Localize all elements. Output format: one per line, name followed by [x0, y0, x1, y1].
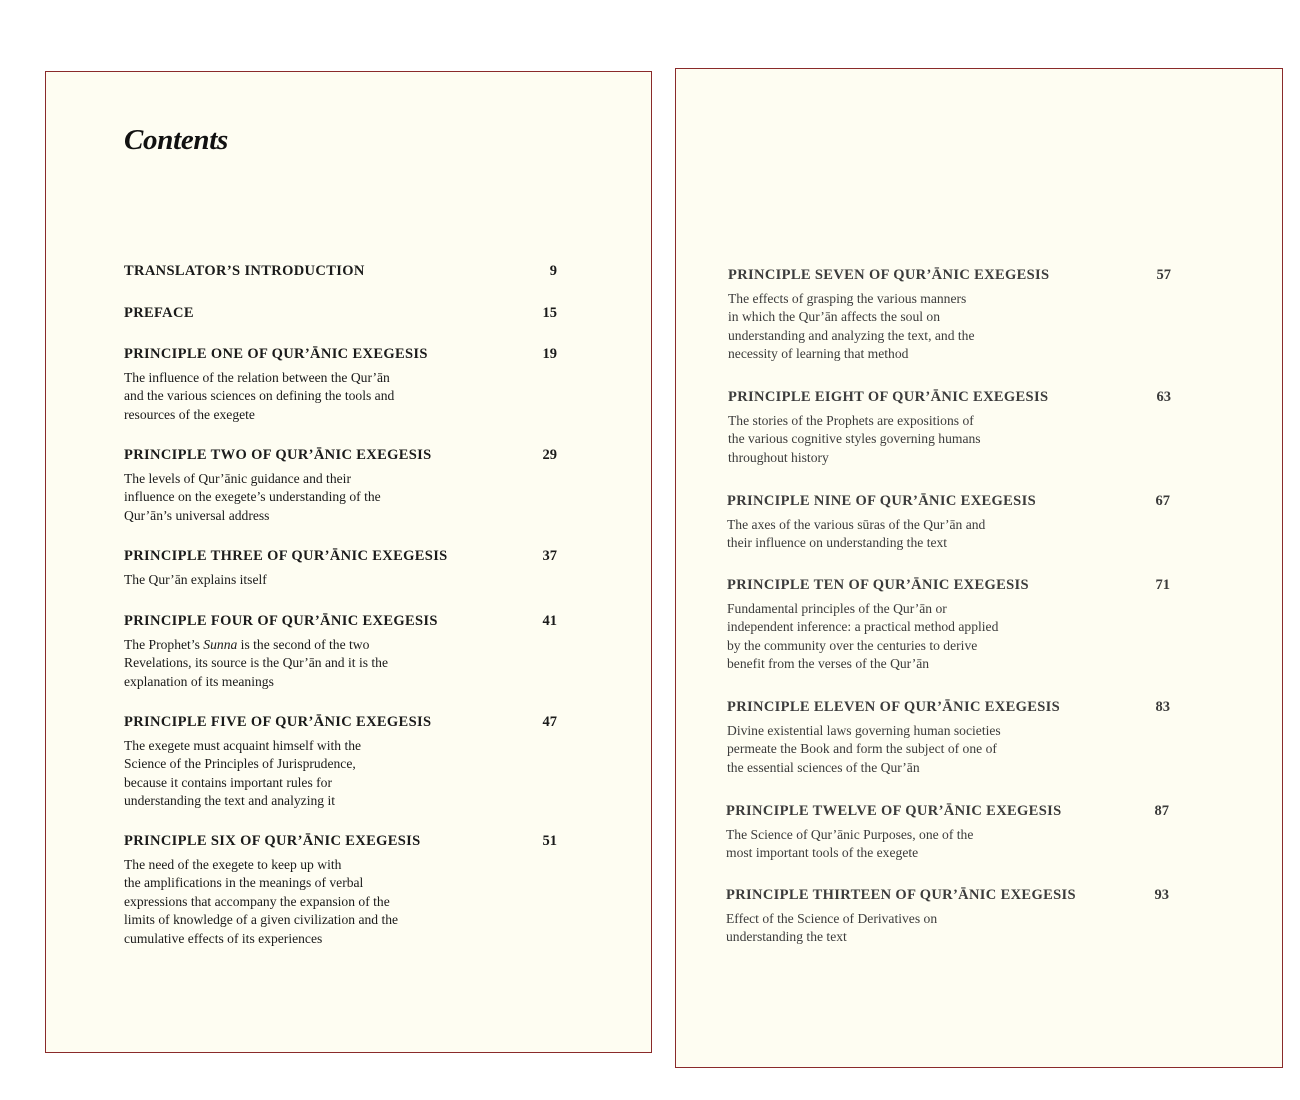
entry-description: Effect of the Science of Derivatives on understanding the text — [726, 911, 938, 945]
entry-page-number: 29 — [542, 447, 557, 463]
toc-entry-principle-six[interactable] — [124, 833, 557, 948]
entry-description: The axes of the various sūras of the Qur’ān and their influence on understanding the text — [727, 517, 986, 551]
entry-title: PRINCIPLE SIX OF QUR’ĀNIC EXEGESIS — [124, 833, 421, 849]
entry-title: PRINCIPLE SEVEN OF QUR’ĀNIC EXEGESIS — [728, 267, 1050, 283]
entry-page-number: 67 — [1155, 493, 1170, 509]
entry-description-rest: is the second of the two Revelations, its source is the Qur’ān and it is the explanation of its meanings — [124, 637, 389, 689]
entry-title: PRINCIPLE ELEVEN OF QUR’ĀNIC EXEGESIS — [727, 699, 1061, 715]
toc-entry-principle-five[interactable] — [124, 714, 557, 811]
entry-title: PRINCIPLE THIRTEEN OF QUR’ĀNIC EXEGESIS — [726, 887, 1076, 903]
entry-page-number: 47 — [542, 714, 557, 730]
toc-entry-principle-two[interactable] — [124, 447, 557, 525]
toc-entry-principle-eleven[interactable] — [727, 699, 1170, 777]
toc-entry-principle-seven[interactable] — [728, 267, 1171, 364]
entry-description-start: The Prophet’s — [124, 637, 204, 652]
entry-page-number: 83 — [1155, 699, 1170, 715]
entry-page-number: 93 — [1154, 887, 1169, 903]
toc-entry-principle-thirteen[interactable] — [726, 887, 1169, 947]
entry-page-number: 41 — [542, 613, 557, 629]
toc-entry-principle-one[interactable] — [124, 346, 557, 424]
entry-description: Divine existential laws governing human societies permeate the Book and form the subject of one of the essential sciences of the Qur’ān — [727, 723, 1001, 775]
entry-page-number: 87 — [1154, 803, 1169, 819]
entry-description: The need of the exegete to keep up with the amplifications in the meanings of verbal expressions that accompany the expansion of the limits of knowledge of a given civilization and the cumulative effects of its experiences — [124, 857, 399, 946]
contents-heading: Contents — [124, 124, 228, 156]
entry-title: PRINCIPLE TWO OF QUR’ĀNIC EXEGESIS — [124, 447, 432, 463]
entry-description: The stories of the Prophets are expositions of the various cognitive styles governing humans throughout history — [728, 413, 981, 465]
toc-entry-translators-introduction[interactable] — [124, 263, 557, 281]
toc-entry-principle-four[interactable] — [124, 613, 557, 691]
entry-description: The levels of Qur’ānic guidance and their influence on the exegete’s understanding of the Qur’ān’s universal address — [124, 471, 381, 523]
entry-title: PRINCIPLE FOUR OF QUR’ĀNIC EXEGESIS — [124, 613, 438, 629]
entry-title: PRINCIPLE NINE OF QUR’ĀNIC EXEGESIS — [727, 493, 1037, 509]
toc-entry-principle-twelve[interactable] — [726, 803, 1169, 863]
entry-description: The exegete must acquaint himself with the Science of the Principles of Jurisprudence, because it contains important rules for understanding the text and analyzing it — [124, 738, 362, 809]
entry-title: PRINCIPLE THREE OF QUR’ĀNIC EXEGESIS — [124, 548, 448, 564]
entry-title: PRINCIPLE TEN OF QUR’ĀNIC EXEGESIS — [727, 577, 1029, 593]
right-page — [675, 68, 1283, 1068]
entry-description: The Science of Qur’ānic Purposes, one of the most important tools of the exegete — [726, 827, 974, 861]
entry-title: PREFACE — [124, 305, 194, 321]
entry-description: The influence of the relation between the Qur’ān and the various sciences on defining the tools and resources of the exegete — [124, 370, 395, 422]
entry-page-number: 37 — [542, 548, 557, 564]
entry-description: The Qur’ān explains itself — [124, 572, 267, 587]
entry-page-number: 15 — [542, 305, 557, 321]
entry-description: Fundamental principles of the Qur’ān or independent inference: a practical method applied by the community over the centuries to derive benefit from the verses of the Qur’ān — [727, 601, 999, 672]
entry-title: PRINCIPLE ONE OF QUR’ĀNIC EXEGESIS — [124, 346, 428, 362]
entry-description: The effects of grasping the various manners in which the Qur’ān affects the soul on understanding and analyzing the text, and the necessity of learning that method — [728, 291, 975, 362]
entry-page-number: 63 — [1156, 389, 1171, 405]
entry-description-italic-term: Sunna — [203, 637, 238, 652]
toc-entry-principle-ten[interactable] — [727, 577, 1170, 674]
toc-entry-principle-three[interactable] — [124, 548, 557, 589]
entry-page-number: 9 — [549, 263, 557, 279]
left-page — [45, 71, 652, 1053]
toc-entry-principle-eight[interactable] — [728, 389, 1171, 467]
entry-description — [124, 636, 557, 691]
toc-entry-preface[interactable] — [124, 305, 557, 323]
entry-page-number: 57 — [1156, 267, 1171, 283]
entry-title: PRINCIPLE FIVE OF QUR’ĀNIC EXEGESIS — [124, 714, 432, 730]
entry-title: TRANSLATOR’S INTRODUCTION — [124, 263, 365, 279]
entry-page-number: 19 — [542, 346, 557, 362]
entry-page-number: 71 — [1155, 577, 1170, 593]
entry-title: PRINCIPLE EIGHT OF QUR’ĀNIC EXEGESIS — [728, 389, 1049, 405]
entry-title: PRINCIPLE TWELVE OF QUR’ĀNIC EXEGESIS — [726, 803, 1062, 819]
entry-page-number: 51 — [542, 833, 557, 849]
toc-entry-principle-nine[interactable] — [727, 493, 1170, 553]
